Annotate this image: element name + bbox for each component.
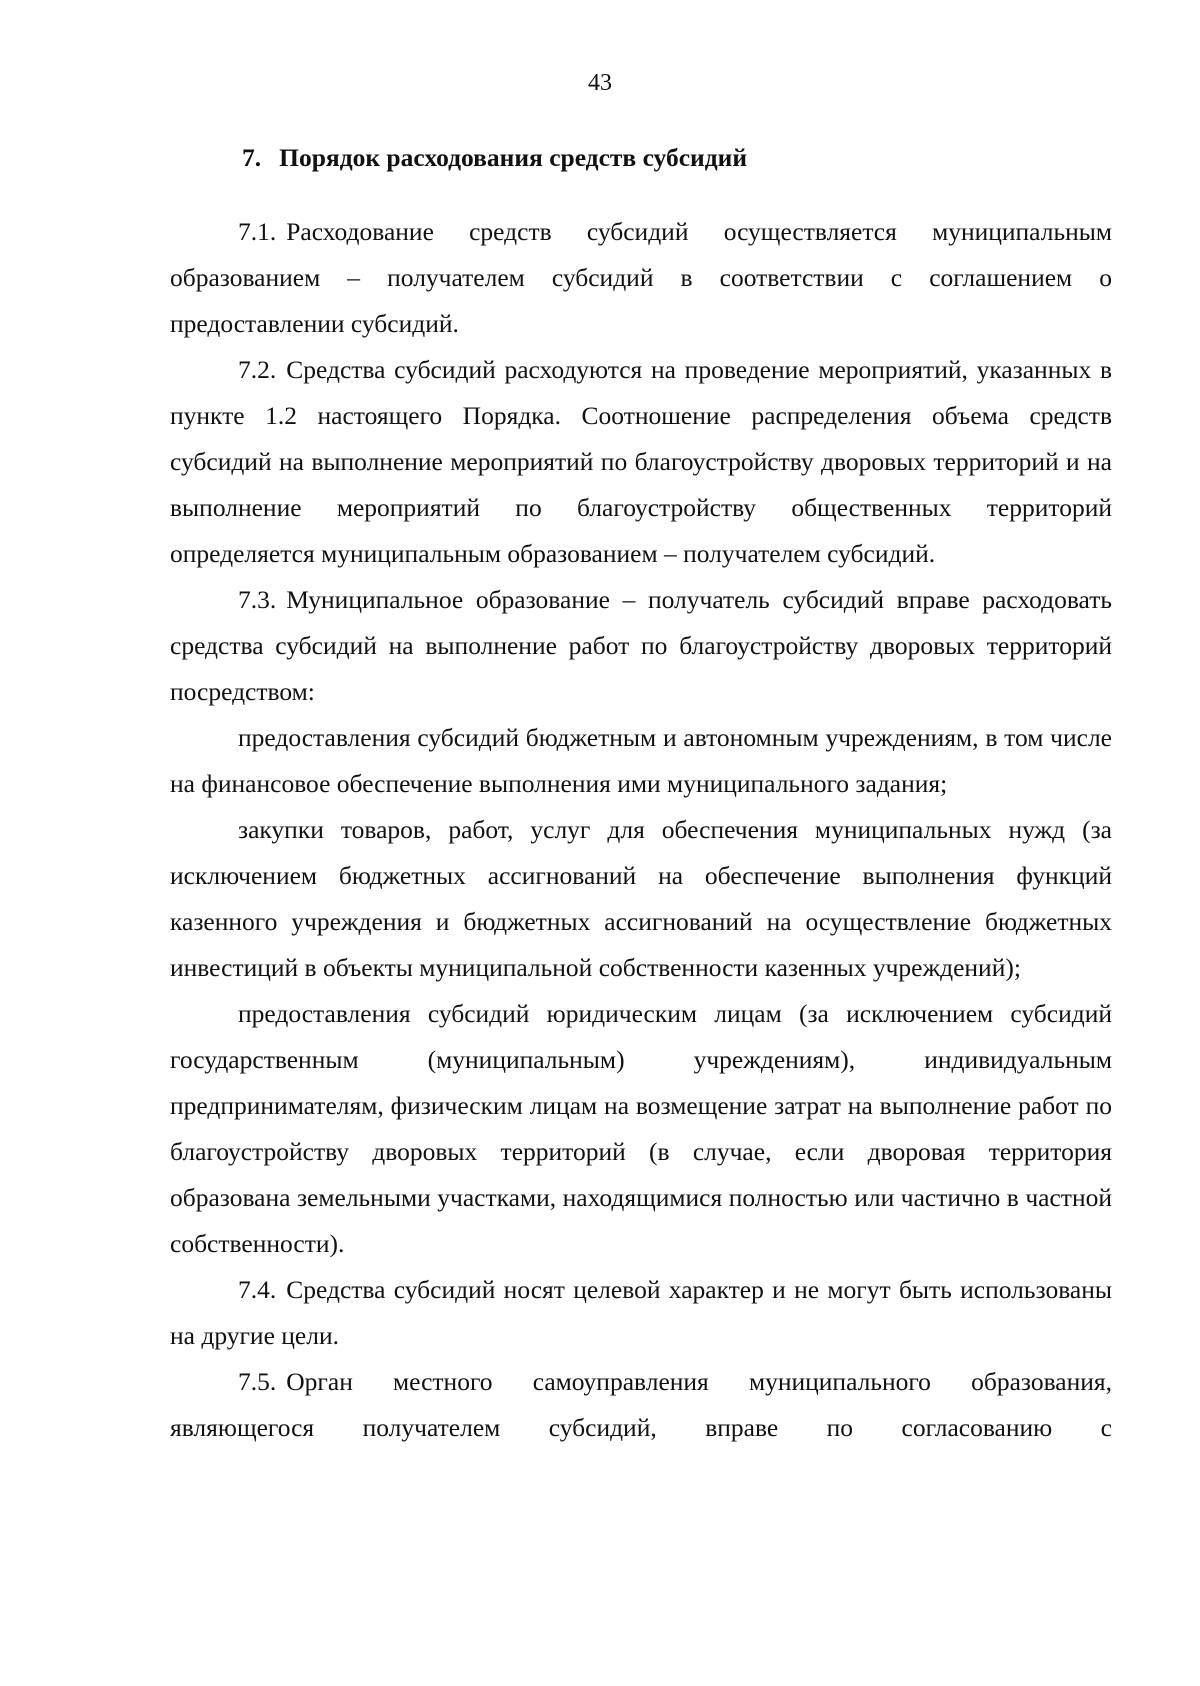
paragraph-number: 7.4.	[238, 1275, 277, 1304]
paragraph-7-2	[170, 347, 1112, 577]
paragraph-number: 7.2.	[238, 355, 277, 384]
paragraph-7-3	[170, 577, 1112, 715]
paragraph-text: Орган местного самоуправления муниципального образования, являющегося получателем субсидий, вправе по согласованию с	[170, 1367, 1112, 1442]
list-item-legal-entities	[170, 991, 1112, 1267]
paragraph-text: Муниципальное образование – получатель субсидий вправе расходовать средства субсидий на выполнение работ по благоустройству дворовых территорий посредством:	[170, 585, 1112, 706]
paragraph-text: закупки товаров, работ, услуг для обеспечения муниципальных нужд (за исключением бюджетных ассигнований на обеспечение выполнения функций казенного учреждения и бюджетных ассигнований на осуществление бюджетных инвестиций в объекты муниципальной собственности казенных учреждений);	[170, 815, 1112, 982]
paragraph-number: 7.3.	[238, 585, 277, 614]
paragraph-text: Средства субсидий расходуются на проведение мероприятий, указанных в пункте 1.2 настоящего Порядка. Соотношение распределения объема средств субсидий на выполнение мероприятий по благоустройству дворовых территорий и на выполнение мероприятий по благоустройству общественных территорий определяется муниципальным образованием – получателем субсидий.	[170, 355, 1112, 568]
document-body	[170, 209, 1112, 1451]
section-title: Порядок расходования средств субсидий	[279, 143, 748, 172]
list-item-budget-institutions	[170, 715, 1112, 807]
paragraph-text: предоставления субсидий юридическим лицам (за исключением субсидий государственным (муниципальным) учреждениям), индивидуальным предпринимателям, физическим лицам на возмещение затрат на выполнение работ по благоустройству дворовых территорий (в случае, если дворовая территория образована земельными участками, находящимися полностью или частично в частной собственности).	[170, 999, 1112, 1258]
section-heading	[242, 142, 747, 174]
paragraph-7-4	[170, 1267, 1112, 1359]
section-number: 7.	[242, 143, 262, 172]
paragraph-7-5	[170, 1359, 1112, 1451]
paragraph-text: Средства субсидий носят целевой характер и не могут быть использованы на другие цели.	[170, 1275, 1112, 1350]
paragraph-text: Расходование средств субсидий осуществляется муниципальным образованием – получателем субсидий в соответствии с соглашением о предоставлении субсидий.	[170, 217, 1112, 338]
list-item-procurement	[170, 807, 1112, 991]
paragraph-number: 7.5.	[238, 1367, 277, 1396]
page-number: 43	[588, 70, 612, 96]
paragraph-text: предоставления субсидий бюджетным и автономным учреждениям, в том числе на финансовое обеспечение выполнения ими муниципального задания;	[170, 723, 1112, 798]
paragraph-number: 7.1.	[238, 217, 277, 246]
paragraph-7-1	[170, 209, 1112, 347]
